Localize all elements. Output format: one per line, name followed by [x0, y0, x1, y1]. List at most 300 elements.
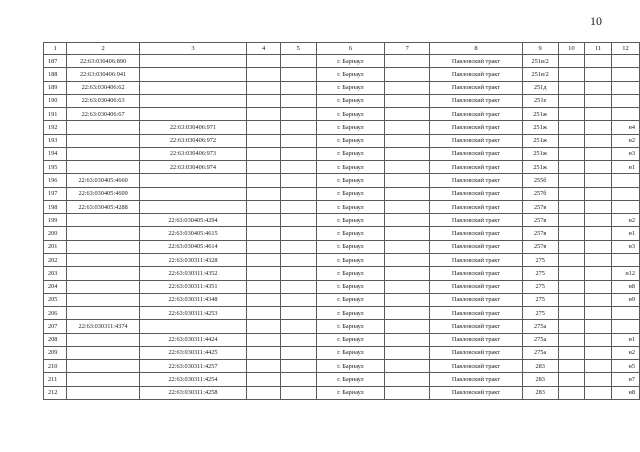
- cadastral-number-cell: 22:63:030406:941: [67, 68, 139, 81]
- empty-cell: [385, 134, 430, 147]
- empty-cell: [247, 147, 281, 160]
- empty-cell: [247, 240, 281, 253]
- row-number-cell: 197: [44, 187, 67, 200]
- empty-cell: [247, 108, 281, 121]
- empty-cell: [280, 280, 316, 293]
- room-cell: н7: [611, 373, 639, 386]
- street-cell: Павловский тракт: [430, 121, 523, 134]
- table-row: [44, 333, 640, 346]
- house-number-cell: 275а: [522, 333, 558, 346]
- house-number-cell: 251в/2: [522, 55, 558, 68]
- house-number-cell: 275: [522, 307, 558, 320]
- city-cell: г. Барнаул: [316, 94, 385, 107]
- empty-cell: [385, 174, 430, 187]
- row-number-cell: 196: [44, 174, 67, 187]
- sub-cadastral-number-cell: 22:63:030311:4253: [139, 307, 246, 320]
- empty-cell: [280, 240, 316, 253]
- header-row: [44, 43, 640, 55]
- sub-cadastral-number-cell: 22:63:030406:974: [139, 161, 246, 174]
- empty-cell: [558, 267, 585, 280]
- empty-cell: [585, 227, 612, 240]
- empty-cell: [585, 386, 612, 399]
- house-number-cell: 283: [522, 360, 558, 373]
- empty-cell: [247, 55, 281, 68]
- street-cell: Павловский тракт: [430, 174, 523, 187]
- sub-cadastral-number-cell: 22:63:030405:4294: [139, 214, 246, 227]
- room-cell: н2: [611, 214, 639, 227]
- sub-cadastral-number-cell: [139, 81, 246, 94]
- street-cell: Павловский тракт: [430, 55, 523, 68]
- cadastral-number-cell: [67, 147, 139, 160]
- empty-cell: [585, 108, 612, 121]
- empty-cell: [280, 386, 316, 399]
- empty-cell: [558, 200, 585, 213]
- house-number-cell: 257в: [522, 200, 558, 213]
- street-cell: Павловский тракт: [430, 253, 523, 266]
- empty-cell: [280, 187, 316, 200]
- house-number-cell: 257в: [522, 227, 558, 240]
- empty-cell: [558, 187, 585, 200]
- sub-cadastral-number-cell: [139, 68, 246, 81]
- city-cell: г. Барнаул: [316, 200, 385, 213]
- empty-cell: [585, 360, 612, 373]
- row-number-cell: 200: [44, 227, 67, 240]
- empty-cell: [585, 214, 612, 227]
- city-cell: г. Барнаул: [316, 147, 385, 160]
- room-cell: н1: [611, 161, 639, 174]
- empty-cell: [558, 94, 585, 107]
- page-number: 10: [590, 14, 602, 28]
- sub-cadastral-number-cell: 22:63:030311:4425: [139, 346, 246, 359]
- empty-cell: [247, 134, 281, 147]
- sub-cadastral-number-cell: 22:63:030406:972: [139, 134, 246, 147]
- empty-cell: [280, 147, 316, 160]
- empty-cell: [247, 320, 281, 333]
- room-cell: [611, 81, 639, 94]
- room-cell: н5: [611, 360, 639, 373]
- row-number-cell: 187: [44, 55, 67, 68]
- city-cell: г. Барнаул: [316, 214, 385, 227]
- empty-cell: [247, 293, 281, 306]
- sub-cadastral-number-cell: 22:63:030405:4615: [139, 227, 246, 240]
- empty-cell: [558, 360, 585, 373]
- street-cell: Павловский тракт: [430, 386, 523, 399]
- sub-cadastral-number-cell: [139, 94, 246, 107]
- empty-cell: [280, 333, 316, 346]
- empty-cell: [385, 55, 430, 68]
- empty-cell: [247, 161, 281, 174]
- column-header: 4: [247, 43, 281, 55]
- city-cell: г. Барнаул: [316, 333, 385, 346]
- empty-cell: [247, 94, 281, 107]
- table-row: [44, 240, 640, 253]
- empty-cell: [280, 346, 316, 359]
- sub-cadastral-number-cell: 22:63:030311:4254: [139, 373, 246, 386]
- empty-cell: [385, 253, 430, 266]
- empty-cell: [247, 81, 281, 94]
- empty-cell: [558, 214, 585, 227]
- empty-cell: [247, 174, 281, 187]
- room-cell: н4: [611, 121, 639, 134]
- row-number-cell: 206: [44, 307, 67, 320]
- house-number-cell: 283: [522, 386, 558, 399]
- table-row: [44, 161, 640, 174]
- cadastral-number-cell: [67, 227, 139, 240]
- sub-cadastral-number-cell: [139, 187, 246, 200]
- house-number-cell: 275: [522, 253, 558, 266]
- empty-cell: [585, 94, 612, 107]
- house-number-cell: 275: [522, 293, 558, 306]
- empty-cell: [247, 307, 281, 320]
- cadastral-number-cell: [67, 333, 139, 346]
- room-cell: н8: [611, 386, 639, 399]
- empty-cell: [585, 253, 612, 266]
- empty-cell: [558, 147, 585, 160]
- empty-cell: [385, 240, 430, 253]
- empty-cell: [280, 360, 316, 373]
- room-cell: н9: [611, 293, 639, 306]
- empty-cell: [558, 161, 585, 174]
- cadastral-number-cell: [67, 280, 139, 293]
- register-table: [43, 42, 640, 400]
- sub-cadastral-number-cell: [139, 174, 246, 187]
- empty-cell: [585, 267, 612, 280]
- empty-cell: [558, 55, 585, 68]
- column-header: 1: [44, 43, 67, 55]
- room-cell: н1: [611, 333, 639, 346]
- empty-cell: [385, 346, 430, 359]
- room-cell: н1: [611, 227, 639, 240]
- empty-cell: [280, 214, 316, 227]
- city-cell: г. Барнаул: [316, 81, 385, 94]
- empty-cell: [385, 227, 430, 240]
- street-cell: Павловский тракт: [430, 240, 523, 253]
- row-number-cell: 189: [44, 81, 67, 94]
- empty-cell: [280, 68, 316, 81]
- row-number-cell: 193: [44, 134, 67, 147]
- house-number-cell: 255б: [522, 174, 558, 187]
- empty-cell: [280, 253, 316, 266]
- row-number-cell: 212: [44, 386, 67, 399]
- city-cell: г. Барнаул: [316, 134, 385, 147]
- cadastral-number-cell: 22:63:030405:4660: [67, 174, 139, 187]
- column-header: 7: [385, 43, 430, 55]
- row-number-cell: 204: [44, 280, 67, 293]
- street-cell: Павловский тракт: [430, 360, 523, 373]
- column-header: 9: [522, 43, 558, 55]
- sub-cadastral-number-cell: 22:63:030406:971: [139, 121, 246, 134]
- row-number-cell: 191: [44, 108, 67, 121]
- street-cell: Павловский тракт: [430, 320, 523, 333]
- empty-cell: [247, 360, 281, 373]
- empty-cell: [247, 333, 281, 346]
- empty-cell: [558, 68, 585, 81]
- empty-cell: [385, 386, 430, 399]
- row-number-cell: 207: [44, 320, 67, 333]
- column-header: 12: [611, 43, 639, 55]
- table-row: [44, 227, 640, 240]
- empty-cell: [280, 293, 316, 306]
- sub-cadastral-number-cell: 22:63:030311:4351: [139, 280, 246, 293]
- cadastral-number-cell: [67, 307, 139, 320]
- house-number-cell: 257в: [522, 214, 558, 227]
- cadastral-number-cell: [67, 134, 139, 147]
- sub-cadastral-number-cell: 22:63:030311:4352: [139, 267, 246, 280]
- sub-cadastral-number-cell: [139, 108, 246, 121]
- house-number-cell: 251ж: [522, 161, 558, 174]
- street-cell: Павловский тракт: [430, 214, 523, 227]
- street-cell: Павловский тракт: [430, 227, 523, 240]
- street-cell: Павловский тракт: [430, 134, 523, 147]
- empty-cell: [280, 81, 316, 94]
- empty-cell: [585, 147, 612, 160]
- row-number-cell: 203: [44, 267, 67, 280]
- empty-cell: [385, 161, 430, 174]
- table-row: [44, 200, 640, 213]
- cadastral-number-cell: 22:63:030311:4374: [67, 320, 139, 333]
- empty-cell: [280, 373, 316, 386]
- empty-cell: [385, 320, 430, 333]
- empty-cell: [385, 307, 430, 320]
- empty-cell: [247, 280, 281, 293]
- room-cell: н3: [611, 240, 639, 253]
- house-number-cell: 251ж: [522, 147, 558, 160]
- sub-cadastral-number-cell: 22:63:030311:4424: [139, 333, 246, 346]
- empty-cell: [280, 320, 316, 333]
- empty-cell: [385, 68, 430, 81]
- city-cell: г. Барнаул: [316, 108, 385, 121]
- street-cell: Павловский тракт: [430, 346, 523, 359]
- row-number-cell: 202: [44, 253, 67, 266]
- room-cell: [611, 187, 639, 200]
- city-cell: г. Барнаул: [316, 174, 385, 187]
- empty-cell: [558, 293, 585, 306]
- city-cell: г. Барнаул: [316, 253, 385, 266]
- city-cell: г. Барнаул: [316, 267, 385, 280]
- empty-cell: [558, 346, 585, 359]
- street-cell: Павловский тракт: [430, 280, 523, 293]
- city-cell: г. Барнаул: [316, 386, 385, 399]
- empty-cell: [585, 320, 612, 333]
- empty-cell: [385, 81, 430, 94]
- empty-cell: [585, 121, 612, 134]
- street-cell: Павловский тракт: [430, 147, 523, 160]
- house-number-cell: 251ж: [522, 134, 558, 147]
- street-cell: Павловский тракт: [430, 333, 523, 346]
- row-number-cell: 210: [44, 360, 67, 373]
- empty-cell: [280, 121, 316, 134]
- empty-cell: [247, 386, 281, 399]
- room-cell: [611, 174, 639, 187]
- column-header: 8: [430, 43, 523, 55]
- table-row: [44, 68, 640, 81]
- street-cell: Павловский тракт: [430, 373, 523, 386]
- room-cell: [611, 320, 639, 333]
- table-row: [44, 187, 640, 200]
- empty-cell: [385, 187, 430, 200]
- empty-cell: [385, 147, 430, 160]
- empty-cell: [385, 280, 430, 293]
- empty-cell: [585, 280, 612, 293]
- street-cell: Павловский тракт: [430, 94, 523, 107]
- empty-cell: [385, 267, 430, 280]
- city-cell: г. Барнаул: [316, 227, 385, 240]
- cadastral-number-cell: 22:63:030405:4609: [67, 187, 139, 200]
- empty-cell: [585, 307, 612, 320]
- street-cell: Павловский тракт: [430, 187, 523, 200]
- cadastral-number-cell: 22:63:030406:67: [67, 108, 139, 121]
- city-cell: г. Барнаул: [316, 360, 385, 373]
- empty-cell: [558, 307, 585, 320]
- empty-cell: [247, 214, 281, 227]
- cadastral-number-cell: [67, 293, 139, 306]
- empty-cell: [247, 121, 281, 134]
- city-cell: г. Барнаул: [316, 280, 385, 293]
- row-number-cell: 199: [44, 214, 67, 227]
- empty-cell: [280, 55, 316, 68]
- table-row: [44, 346, 640, 359]
- empty-cell: [247, 373, 281, 386]
- empty-cell: [558, 386, 585, 399]
- city-cell: г. Барнаул: [316, 320, 385, 333]
- empty-cell: [558, 280, 585, 293]
- column-header: 11: [585, 43, 612, 55]
- table-row: [44, 280, 640, 293]
- empty-cell: [585, 174, 612, 187]
- street-cell: Павловский тракт: [430, 293, 523, 306]
- empty-cell: [247, 267, 281, 280]
- cadastral-number-cell: [67, 240, 139, 253]
- empty-cell: [585, 200, 612, 213]
- room-cell: [611, 108, 639, 121]
- table-row: [44, 320, 640, 333]
- table-row: [44, 360, 640, 373]
- empty-cell: [558, 253, 585, 266]
- table-row: [44, 55, 640, 68]
- city-cell: г. Барнаул: [316, 373, 385, 386]
- empty-cell: [585, 373, 612, 386]
- street-cell: Павловский тракт: [430, 108, 523, 121]
- empty-cell: [558, 227, 585, 240]
- house-number-cell: 275: [522, 280, 558, 293]
- empty-cell: [280, 307, 316, 320]
- row-number-cell: 209: [44, 346, 67, 359]
- table-body: [44, 55, 640, 400]
- empty-cell: [558, 81, 585, 94]
- cadastral-number-cell: [67, 121, 139, 134]
- sub-cadastral-number-cell: 22:63:030311:4258: [139, 386, 246, 399]
- room-cell: н2: [611, 134, 639, 147]
- table-row: [44, 307, 640, 320]
- column-header: 2: [67, 43, 139, 55]
- table-row: [44, 214, 640, 227]
- empty-cell: [280, 134, 316, 147]
- cadastral-number-cell: [67, 386, 139, 399]
- house-number-cell: 251е: [522, 94, 558, 107]
- empty-cell: [385, 121, 430, 134]
- empty-cell: [385, 333, 430, 346]
- city-cell: г. Барнаул: [316, 68, 385, 81]
- house-number-cell: 275: [522, 267, 558, 280]
- empty-cell: [585, 240, 612, 253]
- table-row: [44, 293, 640, 306]
- sub-cadastral-number-cell: 22:63:030405:4614: [139, 240, 246, 253]
- empty-cell: [585, 346, 612, 359]
- empty-cell: [385, 108, 430, 121]
- row-number-cell: 208: [44, 333, 67, 346]
- empty-cell: [558, 174, 585, 187]
- cadastral-number-cell: [67, 267, 139, 280]
- house-number-cell: 251в/2: [522, 68, 558, 81]
- street-cell: Павловский тракт: [430, 81, 523, 94]
- cadastral-number-cell: [67, 360, 139, 373]
- cadastral-number-cell: [67, 373, 139, 386]
- table-row: [44, 386, 640, 399]
- empty-cell: [280, 161, 316, 174]
- city-cell: г. Барнаул: [316, 240, 385, 253]
- sub-cadastral-number-cell: [139, 200, 246, 213]
- room-cell: н3: [611, 147, 639, 160]
- room-cell: н8: [611, 280, 639, 293]
- column-header: 5: [280, 43, 316, 55]
- room-cell: н2: [611, 346, 639, 359]
- empty-cell: [585, 134, 612, 147]
- sub-cadastral-number-cell: [139, 320, 246, 333]
- empty-cell: [558, 108, 585, 121]
- cadastral-number-cell: 22:63:030406:62: [67, 81, 139, 94]
- house-number-cell: 251ж: [522, 108, 558, 121]
- house-number-cell: 257б: [522, 187, 558, 200]
- empty-cell: [247, 187, 281, 200]
- empty-cell: [247, 346, 281, 359]
- room-cell: [611, 94, 639, 107]
- empty-cell: [585, 81, 612, 94]
- cadastral-number-cell: 22:63:030406:63: [67, 94, 139, 107]
- city-cell: г. Барнаул: [316, 293, 385, 306]
- row-number-cell: 195: [44, 161, 67, 174]
- empty-cell: [247, 253, 281, 266]
- column-header: 3: [139, 43, 246, 55]
- empty-cell: [585, 293, 612, 306]
- street-cell: Павловский тракт: [430, 267, 523, 280]
- empty-cell: [280, 174, 316, 187]
- street-cell: Павловский тракт: [430, 68, 523, 81]
- table-row: [44, 94, 640, 107]
- table-row: [44, 108, 640, 121]
- cadastral-number-cell: [67, 214, 139, 227]
- city-cell: г. Барнаул: [316, 55, 385, 68]
- empty-cell: [558, 373, 585, 386]
- empty-cell: [585, 333, 612, 346]
- sub-cadastral-number-cell: 22:63:030311:4257: [139, 360, 246, 373]
- column-header: 6: [316, 43, 385, 55]
- street-cell: Павловский тракт: [430, 200, 523, 213]
- city-cell: г. Барнаул: [316, 161, 385, 174]
- table-row: [44, 81, 640, 94]
- street-cell: Павловский тракт: [430, 307, 523, 320]
- table-row: [44, 253, 640, 266]
- row-number-cell: 188: [44, 68, 67, 81]
- empty-cell: [585, 68, 612, 81]
- empty-cell: [280, 94, 316, 107]
- table-row: [44, 174, 640, 187]
- row-number-cell: 194: [44, 147, 67, 160]
- table-row: [44, 267, 640, 280]
- house-number-cell: 275а: [522, 346, 558, 359]
- table-row: [44, 134, 640, 147]
- cadastral-number-cell: [67, 161, 139, 174]
- empty-cell: [558, 134, 585, 147]
